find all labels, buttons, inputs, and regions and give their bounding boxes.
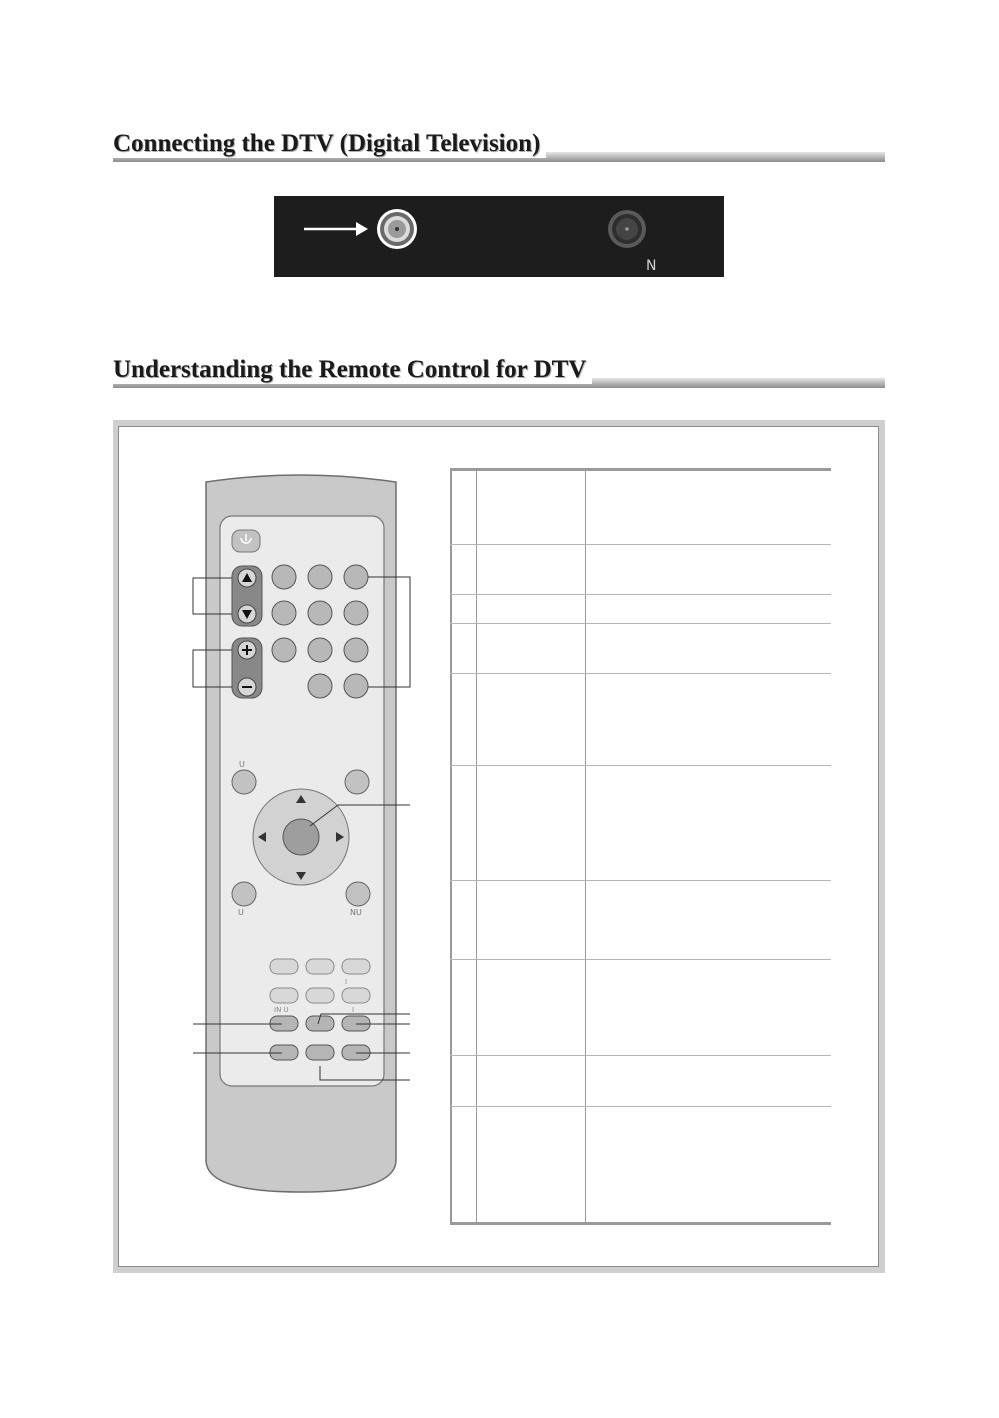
table-row [450, 594, 831, 595]
table-row [450, 623, 831, 624]
heading-title: Understanding the Remote Control for DTV [113, 356, 592, 384]
cable-input-jack-icon [608, 210, 646, 248]
svg-text:I: I [345, 978, 348, 986]
svg-text:U: U [238, 908, 244, 917]
section-heading-connect [113, 128, 885, 162]
svg-text:IN U: IN U [274, 1006, 289, 1014]
connector-panel-graphic [274, 196, 724, 277]
table-row [450, 959, 831, 960]
arrow-right-icon [356, 222, 368, 236]
table-row [450, 765, 831, 766]
table-row [450, 544, 831, 545]
table-row [450, 673, 831, 674]
table-row [450, 1106, 831, 1107]
antenna-input-jack-icon [377, 209, 417, 249]
power-icon [232, 530, 260, 552]
section-heading-remote [113, 354, 885, 388]
table-row [450, 880, 831, 881]
panel-label: N [646, 258, 657, 274]
remote-control-illustration [180, 470, 420, 1200]
svg-text:I: I [352, 1006, 355, 1014]
navigation-pad [253, 789, 349, 885]
svg-text:U: U [239, 760, 245, 769]
button-description-table [450, 468, 831, 1225]
dtv-connector-panel [274, 196, 724, 277]
table-row [450, 1055, 831, 1056]
heading-title: Connecting the DTV (Digital Television) [113, 130, 546, 158]
svg-text:NU: NU [350, 908, 362, 917]
